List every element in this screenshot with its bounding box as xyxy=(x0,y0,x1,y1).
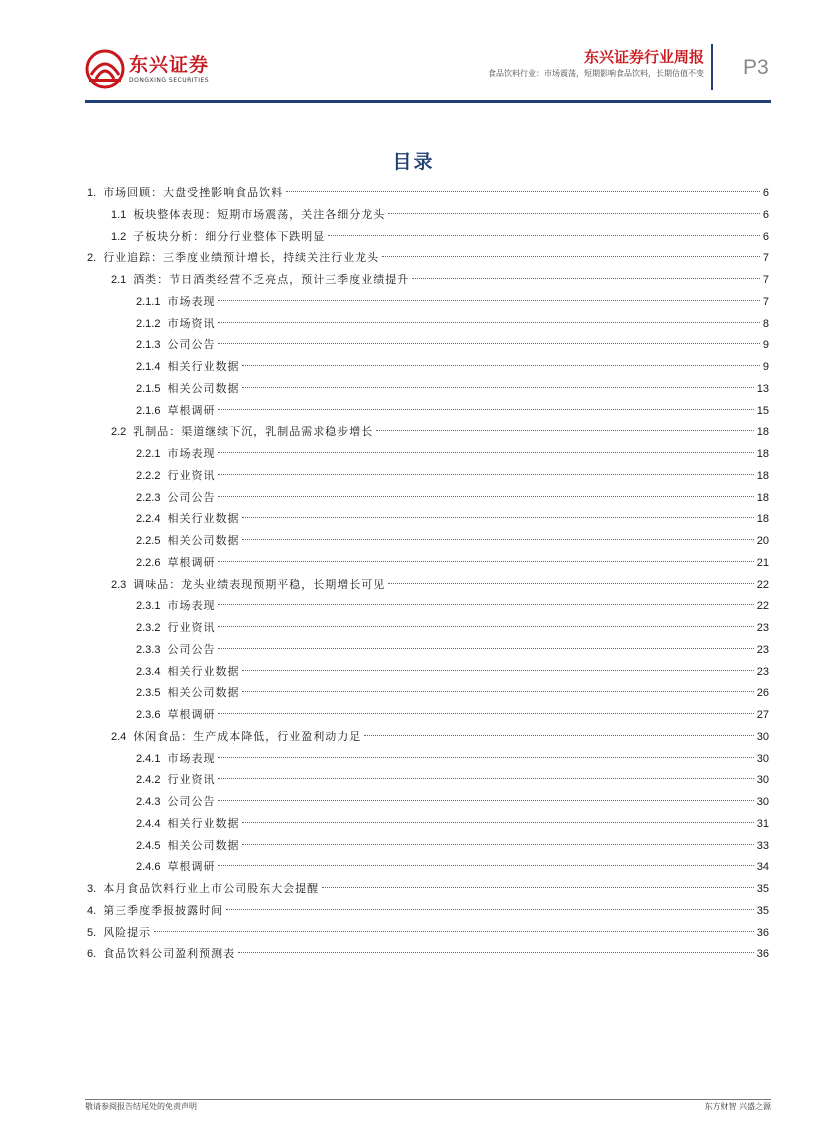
toc-entry[interactable] xyxy=(87,661,769,683)
toc-entry-title: 市场回顾：大盘受挫影响食品饮料 xyxy=(103,186,284,199)
toc-entry-number: 2.2.6 xyxy=(136,556,161,569)
toc-entry-number: 2.2 xyxy=(111,426,127,439)
toc-dot-leader xyxy=(322,887,754,888)
toc-entry-title: 调味品：龙头业绩表现预期平稳，长期增长可见 xyxy=(133,577,386,591)
toc-entry-number: 2.1.5 xyxy=(136,382,161,395)
toc-entry-page: 22 xyxy=(756,578,769,591)
toc-dot-leader xyxy=(382,256,760,257)
toc-dot-leader xyxy=(218,648,753,649)
toc-entry-page: 18 xyxy=(756,426,769,439)
toc-entry-title: 草根调研 xyxy=(167,403,216,417)
toc-entry-page: 36 xyxy=(756,926,769,939)
toc-entry-number: 2.1.3 xyxy=(136,339,161,352)
toc-entry-title: 市场表现 xyxy=(167,751,216,765)
toc-dot-leader xyxy=(218,300,759,301)
toc-entry[interactable] xyxy=(87,726,769,748)
toc-entry-title: 市场资讯 xyxy=(167,316,216,330)
toc-entry[interactable] xyxy=(87,574,769,596)
toc-dot-leader xyxy=(218,452,753,453)
toc-entry-title: 相关公司数据 xyxy=(167,686,240,700)
toc-entry[interactable] xyxy=(87,704,769,726)
toc-entry-title: 公司公告 xyxy=(167,642,216,656)
toc-entry[interactable] xyxy=(87,269,769,291)
toc-entry-page: 30 xyxy=(756,774,769,787)
toc-entry-title: 行业资讯 xyxy=(167,468,216,482)
page-number: P3 xyxy=(743,56,769,79)
toc-entry-page: 31 xyxy=(756,817,769,830)
footer-rule xyxy=(85,1099,771,1100)
toc-entry-number: 5. xyxy=(87,926,97,939)
toc-dot-leader xyxy=(242,517,753,518)
toc-entry-title: 公司公告 xyxy=(167,795,216,808)
toc-dot-leader xyxy=(218,561,753,562)
toc-entry-title: 市场表现 xyxy=(167,447,216,460)
toc-dot-leader xyxy=(218,713,753,714)
toc-entry-title: 公司公告 xyxy=(167,338,216,352)
toc-dot-leader xyxy=(218,409,753,410)
toc-entry-number: 2.2.1 xyxy=(136,448,161,460)
toc-entry[interactable] xyxy=(87,182,769,204)
toc-entry-number: 1.2 xyxy=(111,230,127,243)
toc-entry-title: 行业资讯 xyxy=(167,621,216,634)
toc-entry-number: 2.2.2 xyxy=(136,469,161,482)
toc-entry-page: 35 xyxy=(756,904,769,917)
report-subtitle: 食品饮料行业：市场震荡，短期影响食品饮料，长期估值不变 xyxy=(488,69,704,78)
toc-entry-page: 18 xyxy=(756,469,769,482)
toc-dot-leader xyxy=(286,191,760,192)
toc-entry-number: 2.1.2 xyxy=(136,317,161,330)
toc-dot-leader xyxy=(218,778,753,779)
toc-entry-title: 市场表现 xyxy=(167,599,216,613)
toc-dot-leader xyxy=(154,931,754,932)
toc-entry-page: 7 xyxy=(762,295,769,308)
toc-entry[interactable] xyxy=(87,922,769,944)
toc-dot-leader xyxy=(376,430,753,431)
toc-entry-title: 相关公司数据 xyxy=(167,534,240,547)
toc-entry-title: 风险提示 xyxy=(103,925,152,939)
toc-entry-number: 2.4.5 xyxy=(136,839,161,852)
toc-entry-number: 2.1.1 xyxy=(136,295,161,308)
toc-entry[interactable] xyxy=(87,226,769,248)
toc-entry-page: 18 xyxy=(756,513,769,526)
toc-entry-page: 36 xyxy=(756,948,769,961)
toc-entry[interactable] xyxy=(87,204,769,226)
toc-entry-page: 9 xyxy=(762,339,769,352)
toc-entry-title: 酒类：节日酒类经营不乏亮点，预计三季度业绩提升 xyxy=(133,273,410,286)
toc-dot-leader xyxy=(218,322,759,323)
toc-entry[interactable] xyxy=(87,552,769,574)
toc-entry[interactable] xyxy=(87,508,769,530)
logo-emblem-icon xyxy=(85,49,125,89)
toc-entry-page: 23 xyxy=(756,665,769,678)
toc-entry-page: 18 xyxy=(756,491,769,504)
toc-entry-page: 7 xyxy=(762,274,769,286)
table-of-contents xyxy=(87,182,769,965)
toc-entry-title: 草根调研 xyxy=(167,555,216,569)
toc-entry-page: 6 xyxy=(762,230,769,243)
toc-dot-leader xyxy=(226,909,754,910)
toc-entry-number: 2.4.1 xyxy=(136,752,161,765)
toc-entry[interactable] xyxy=(87,791,769,813)
toc-entry-page: 18 xyxy=(756,448,769,460)
toc-entry[interactable] xyxy=(87,835,769,857)
toc-entry[interactable] xyxy=(87,421,769,443)
toc-dot-leader xyxy=(242,539,753,540)
toc-entry-number: 2.4.4 xyxy=(136,817,161,830)
toc-entry[interactable] xyxy=(87,313,769,335)
toc-dot-leader xyxy=(218,496,753,497)
toc-entry-title: 相关行业数据 xyxy=(167,360,240,373)
toc-entry[interactable] xyxy=(87,334,769,356)
toc-entry-page: 35 xyxy=(756,883,769,895)
toc-entry-title: 相关公司数据 xyxy=(167,381,240,395)
toc-entry-number: 2.3.1 xyxy=(136,600,161,613)
toc-dot-leader xyxy=(242,691,753,692)
toc-entry-page: 30 xyxy=(756,796,769,808)
toc-entry-page: 13 xyxy=(756,382,769,395)
toc-entry-number: 2.3 xyxy=(111,578,127,591)
toc-entry-page: 9 xyxy=(762,361,769,373)
toc-entry-title: 草根调研 xyxy=(167,860,216,874)
toc-entry-number: 2.3.6 xyxy=(136,709,161,721)
toc-entry-title: 公司公告 xyxy=(167,490,216,504)
toc-entry-title: 休闲食品：生产成本降低，行业盈利动力足 xyxy=(133,729,362,743)
toc-entry-number: 1. xyxy=(87,187,97,199)
toc-entry[interactable] xyxy=(87,943,769,965)
toc-entry[interactable] xyxy=(87,530,769,552)
toc-dot-leader xyxy=(328,235,760,236)
toc-entry-number: 2.4.2 xyxy=(136,774,161,787)
toc-dot-leader xyxy=(242,822,753,823)
toc-entry[interactable] xyxy=(87,378,769,400)
toc-entry[interactable] xyxy=(87,878,769,900)
toc-entry-page: 8 xyxy=(762,317,769,330)
toc-entry-title: 相关行业数据 xyxy=(167,664,240,678)
toc-dot-leader xyxy=(218,757,753,758)
toc-entry-title: 市场表现 xyxy=(167,294,216,308)
toc-entry-page: 20 xyxy=(756,535,769,547)
toc-dot-leader xyxy=(364,735,753,736)
toc-entry-title: 乳制品：渠道继续下沉，乳制品需求稳步增长 xyxy=(133,425,374,439)
report-title: 东兴证券行业周报 xyxy=(583,48,704,66)
logo-chinese-name: 东兴证券 xyxy=(129,54,210,76)
toc-entry[interactable] xyxy=(87,400,769,422)
toc-dot-leader xyxy=(242,670,753,671)
toc-entry-number: 2.2.4 xyxy=(136,513,161,526)
toc-entry-title: 行业资讯 xyxy=(167,773,216,787)
toc-entry-title: 本月食品饮料行业上市公司股东大会提醒 xyxy=(103,882,320,895)
toc-entry-page: 23 xyxy=(756,643,769,656)
toc-entry[interactable] xyxy=(87,443,769,465)
toc-entry[interactable] xyxy=(87,769,769,791)
toc-entry-number: 2.4.6 xyxy=(136,861,161,874)
toc-dot-leader xyxy=(388,583,753,584)
toc-entry-number: 6. xyxy=(87,948,97,961)
footer-disclaimer: 敬请参阅报告结尾处的免责声明 xyxy=(85,1102,197,1111)
toc-dot-leader xyxy=(218,865,753,866)
toc-dot-leader xyxy=(218,626,753,627)
toc-dot-leader xyxy=(242,387,753,388)
toc-entry-page: 30 xyxy=(756,730,769,743)
toc-dot-leader xyxy=(242,365,759,366)
header-rule xyxy=(85,100,771,103)
toc-title: 目录 xyxy=(392,151,435,173)
toc-entry-number: 2.4 xyxy=(111,730,127,743)
toc-entry-number: 3. xyxy=(87,883,97,895)
toc-entry-title: 第三季度季报披露时间 xyxy=(103,903,224,917)
toc-entry-page: 34 xyxy=(756,861,769,874)
toc-dot-leader xyxy=(218,474,753,475)
toc-dot-leader xyxy=(218,604,753,605)
toc-entry-number: 2. xyxy=(87,252,97,265)
toc-entry-number: 2.3.3 xyxy=(136,643,161,656)
toc-entry[interactable] xyxy=(87,856,769,878)
toc-entry-number: 2.2.5 xyxy=(136,535,161,547)
toc-entry-title: 相关行业数据 xyxy=(167,816,240,830)
toc-entry-title: 行业追踪：三季度业绩预计增长，持续关注行业龙头 xyxy=(103,251,380,265)
toc-entry-page: 22 xyxy=(756,600,769,613)
toc-dot-leader xyxy=(388,213,760,214)
toc-entry-page: 7 xyxy=(762,252,769,265)
toc-entry-number: 2.1.4 xyxy=(136,361,161,373)
toc-entry[interactable] xyxy=(87,291,769,313)
toc-entry-title: 草根调研 xyxy=(167,708,216,721)
toc-dot-leader xyxy=(412,278,760,279)
toc-dot-leader xyxy=(218,800,753,801)
toc-entry-title: 食品饮料公司盈利预测表 xyxy=(103,947,236,961)
toc-entry[interactable] xyxy=(87,487,769,509)
toc-entry-title: 相关行业数据 xyxy=(167,512,240,526)
header-divider xyxy=(711,44,713,90)
toc-entry-number: 4. xyxy=(87,904,97,917)
toc-entry-title: 子板块分析：细分行业整体下跌明显 xyxy=(133,229,326,243)
toc-entry-title: 板块整体表现：短期市场震荡，关注各细分龙头 xyxy=(133,207,386,221)
toc-entry-page: 33 xyxy=(756,839,769,852)
logo-english-name: DONGXING SECURITIES xyxy=(129,77,210,84)
toc-entry-page: 21 xyxy=(756,556,769,569)
toc-entry[interactable] xyxy=(87,682,769,704)
toc-entry-number: 2.1 xyxy=(111,274,127,286)
toc-entry[interactable] xyxy=(87,247,769,269)
toc-entry[interactable] xyxy=(87,748,769,770)
page-header xyxy=(0,0,827,104)
toc-entry-number: 2.2.3 xyxy=(136,491,161,504)
toc-entry[interactable] xyxy=(87,465,769,487)
toc-entry[interactable] xyxy=(87,617,769,639)
toc-entry-page: 15 xyxy=(756,404,769,417)
toc-entry-number: 2.3.5 xyxy=(136,687,161,700)
toc-entry-number: 2.4.3 xyxy=(136,796,161,808)
toc-entry-number: 2.1.6 xyxy=(136,404,161,417)
toc-entry[interactable] xyxy=(87,900,769,922)
toc-entry[interactable] xyxy=(87,813,769,835)
toc-entry[interactable] xyxy=(87,595,769,617)
toc-entry-title: 相关公司数据 xyxy=(167,838,240,852)
toc-dot-leader xyxy=(242,844,753,845)
toc-entry-page: 6 xyxy=(762,208,769,221)
toc-entry[interactable] xyxy=(87,356,769,378)
toc-dot-leader xyxy=(218,343,759,344)
company-logo xyxy=(85,49,215,89)
toc-entry-page: 30 xyxy=(756,752,769,765)
toc-entry-number: 1.1 xyxy=(111,208,127,221)
toc-entry-page: 6 xyxy=(762,187,769,199)
toc-entry-page: 27 xyxy=(756,709,769,721)
toc-entry-number: 2.3.2 xyxy=(136,622,161,634)
toc-entry[interactable] xyxy=(87,639,769,661)
toc-dot-leader xyxy=(238,952,754,953)
toc-entry-page: 23 xyxy=(756,622,769,634)
toc-entry-page: 26 xyxy=(756,687,769,700)
footer-slogan: 东方财智 兴盛之源 xyxy=(704,1102,771,1111)
toc-entry-number: 2.3.4 xyxy=(136,665,161,678)
